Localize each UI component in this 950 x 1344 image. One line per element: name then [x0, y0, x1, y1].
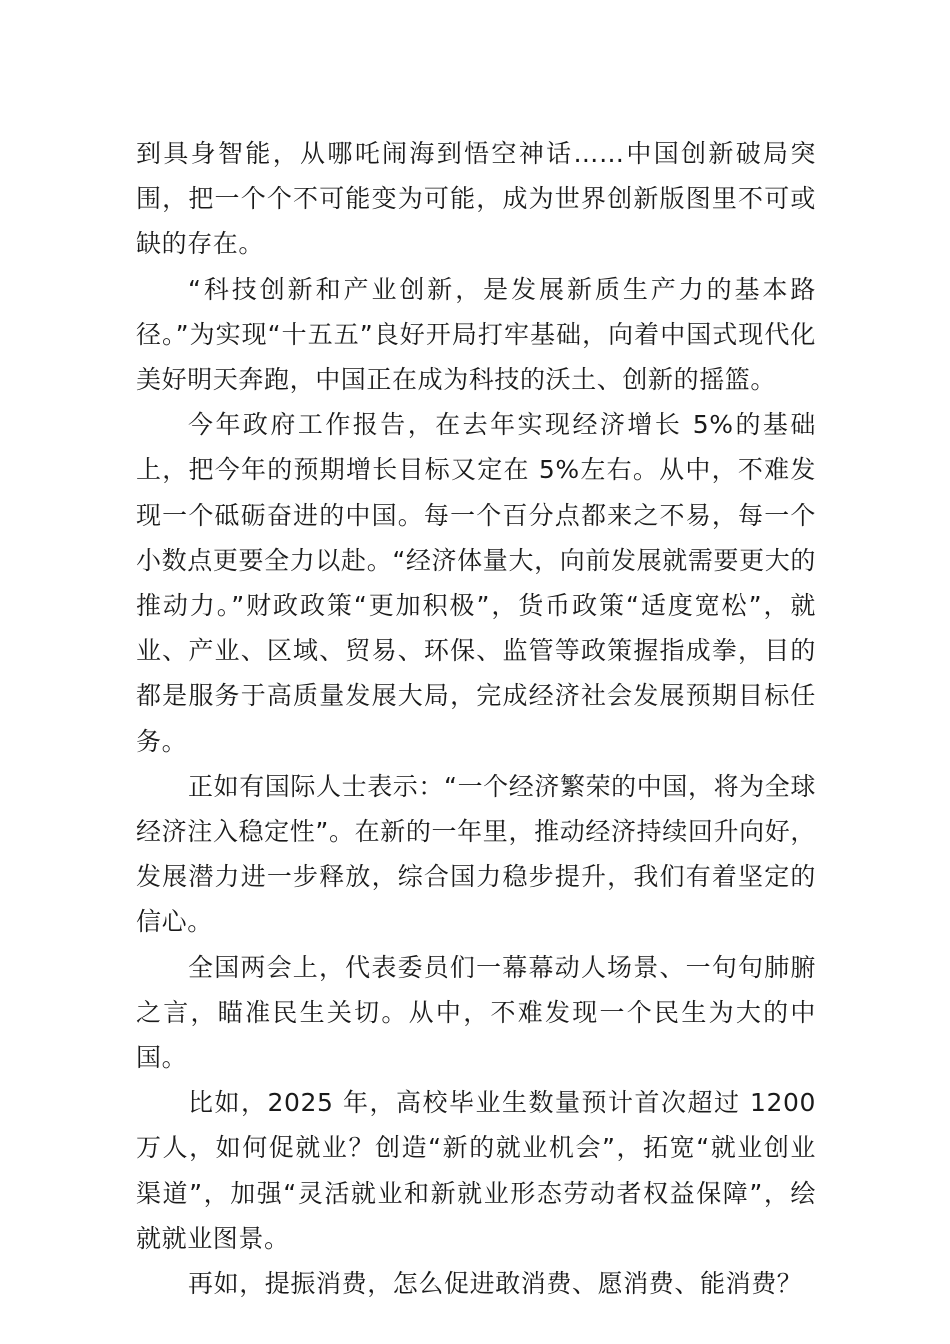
- paragraph: 正如有国际人士表示：“一个经济繁荣的中国，将为全球经济注入稳定性”。在新的一年里，推动经济持续回升向好，发展潜力进一步释放，综合国力稳步提升，我们有着坚定的信心。: [136, 771, 816, 937]
- paragraph: “科技创新和产业创新，是发展新质生产力的基本路径。”为实现“十五五”良好开局打牢基础，向着中国式现代化美好明天奔跑，中国正在成为科技的沃土、创新的摇篮。: [136, 274, 816, 395]
- paragraph: 比如，2025 年，高校毕业生数量预计首次超过 1200 万人，如何促就业？创造“新的就业机会”，拓宽“就业创业渠道”，加强“灵活就业和新就业形态劳动者权益保障”，绘就就业图景。: [136, 1088, 816, 1253]
- paragraph: 今年政府工作报告，在去年实现经济增长 5%的基础上，把今年的预期增长目标又定在 5%左右。从中，不难发现一个砥砺奋进的中国。每一个百分点都来之不易，每一个小数点更要全力以赴。“经济体量大，向前发展就需要更大的推动力。”财政政策“更加积极”，货币政策“适度宽松”，就业、产业、区域、贸易、环保、监管等政策握指成拳，目的都是服务于高质量发展大局，完成经济社会发展预期目标任务。: [136, 410, 816, 756]
- paragraph-continuation: 到具身智能，从哪吒闹海到悟空神话……中国创新破局突围，把一个个不可能变为可能，成为世界创新版图里不可或缺的存在。: [136, 139, 816, 259]
- paragraph: 再如，提振消费，怎么促进敢消费、愿消费、能消费？: [188, 1269, 803, 1299]
- document-body: [136, 131, 816, 1306]
- paragraph: 全国两会上，代表委员们一幕幕动人场景、一句句肺腑之言，瞄准民生关切。从中，不难发现一个民生为大的中国。: [136, 952, 816, 1073]
